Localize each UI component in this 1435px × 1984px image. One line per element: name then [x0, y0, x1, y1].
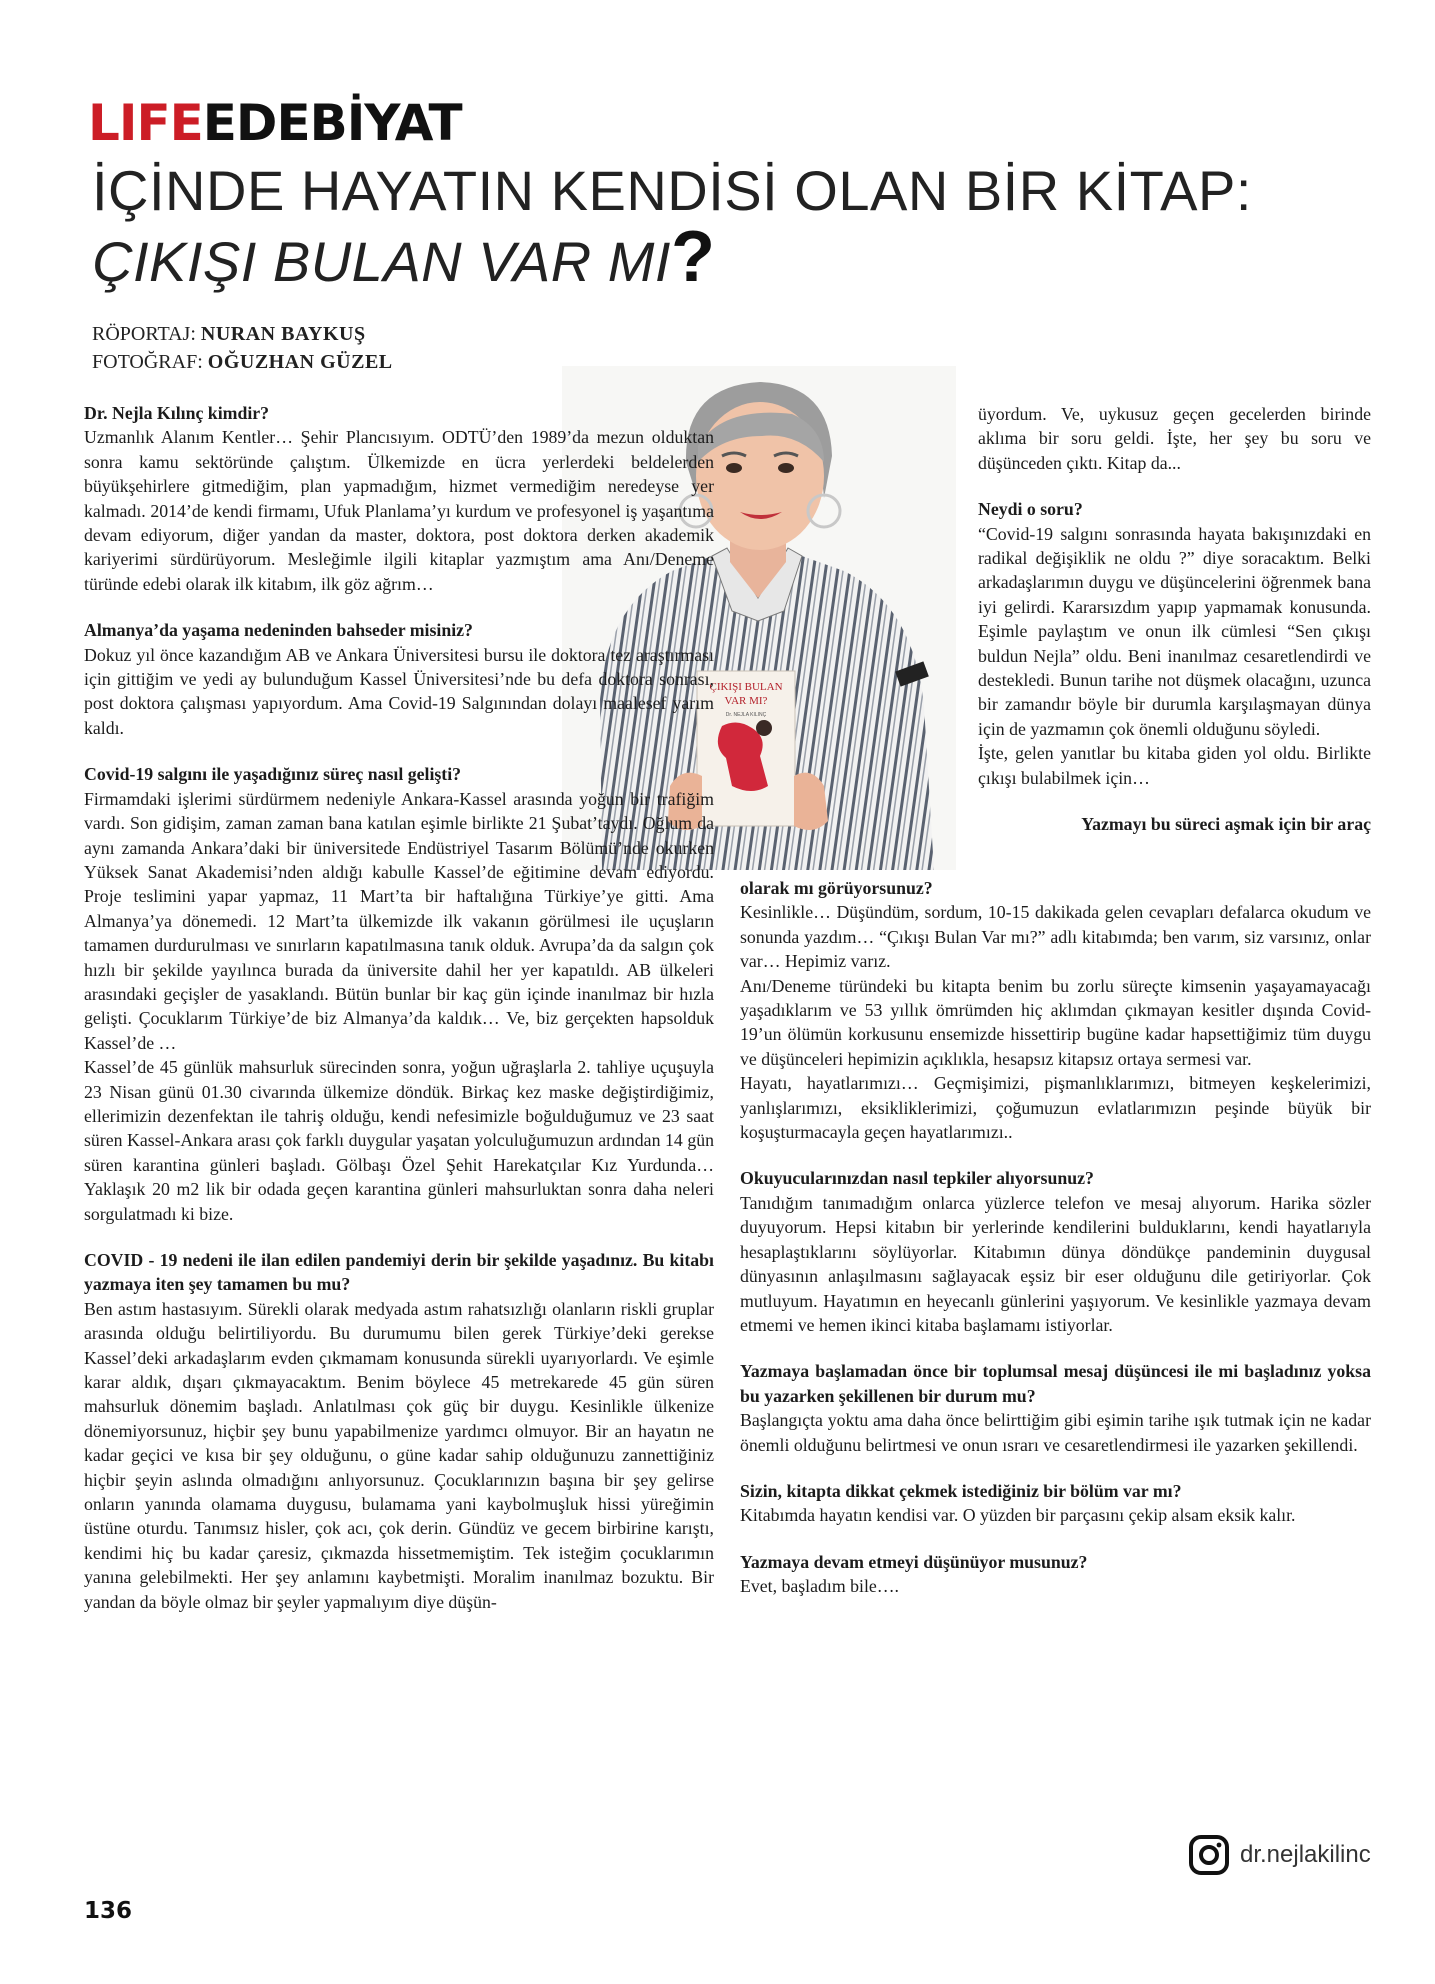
answer-3b: Kassel’de 45 günlük mahsurluk sürecinden sonra, yoğun uğraşlarla 2. tahliye uçuşuyla 23 Nisan günü 01.30 civarında ülkemize döndük. Birkaç kez maske değiştirdiğimiz, ellerimizin dezenfektan ile tahriş olduğu, kendi nefesimizle boğulduğumuz ve 23 saat süren Kassel-Ankara arası çok farklı duygular yaşatan yolculuğumuzun ardından 14 gün süren karantina günleri başladı. Gölbaşı Özel Şehit Harekatçılar Kız Yurdunda…Yaklaşık 20 m2 lik bir odada geçen karantina günleri mahsurluktan sonra daha neleri sorgulatmadı ki bize. [84, 1057, 714, 1224]
headline [92, 158, 1252, 295]
kicker-life: LIFE [88, 94, 203, 152]
answer-6b: Anı/Deneme türündeki bu kitapta benim bu zorlu süreçte kimsenin yaşayamayacağı yaşadıklarım ve 53 yıllık ömrümden hiç aklımdan çıkmayan kesitler dışında Covid-19’un ölümün korkusunu ensemizde hissettirip bugüne kadar hapsettiğimiz tüm duygu ve düşünceleri hepimizin açıklıkla, hesapsız kitapsız ortaya sermesi var. [740, 975, 1371, 1069]
answer-5b: İşte, gelen yanıtlar bu kitaba giden yol oldu. Birlikte çıkışı bulabilmek için… [978, 743, 1371, 788]
answer-4: Ben astım hastasıyım. Sürekli olarak medyada astım rahatsızlığı olanların riskli gruplar arasında olduğu belirtiliyordu. Bu durumumu bilen gerek Türkiye’deki gerekse Kassel’deki arkadaşlarım evden çıkmamam konusunda sürekli uyarıyorlardı. Ve eşimle karar aldık, dışarı çıkmayacaktım. Benim böylece 45 metrekarede 45 gün süren mahsurluk dönemim başladı. Anlatılması çok güç bir duygu. Kesinlikle ülkenize dönemiyorsunuz, hiçbir şey bunu yapabilmenize yardımcı olmuyor. Bir an hayatın ne kadar geçici ve kısa bir şey olduğunu, o güne kadar sahip olduğunuzu zannettiğiniz hiçbir şeyin aslında olmadığını anlıyorsunuz. Çocuklarınızın başına bir şey gelirse onların yanında olamama duygusu, bulamama yani kaybolmuşluk hissi yüreğimin üstüne oturdu. Tanımsız hisler, çok acı, çok derin. Gündüz ve gecem birbirine karıştı, kendimi hiç bu kadar çaresiz, çıkmazda hissetmemiştim. Tek isteğim çocuklarımın yanına gelebilmekti. Her şey anlamını kaybetmişti. Moralim inanılmaz bozuktu. Bir yandan da böyle olmaz bir şeyler yapmalıyım diye düşün- [84, 1298, 714, 1612]
question-3: Covid-19 salgını ile yaşadığınız süreç nasıl gelişti? [84, 764, 462, 785]
photo-label: FOTOĞRAF: [92, 351, 203, 373]
question-6-part-2: olarak mı görüyorsunuz? [740, 878, 933, 898]
interview-label: RÖPORTAJ: [92, 323, 196, 345]
answer-5: “Covid-19 salgını sonrasında hayata bakışınızdaki en radikal değişiklik ne oldu ?” diye soracaktım. Belki arkadaşlarımın duygu ve düşüncelerini öğrenmek bana iyi gelirdi. Kararsızdım yapıp yapmamak konusunda. Eşimle paylaştım ve onun ilk cümlesi “Sen çıkışı buldun Nejla” oldu. Beni inanılmaz cesaretlendirdi ve destekledi. Bunun tarihe not düşmek olacağını, uzunca bir zamandır böyle bir durumla karşılaşmayan dünya için de yazmamın çok önemli olduğunu söyledi. [978, 523, 1371, 739]
kicker-section: EDEBİYAT [202, 94, 462, 152]
answer-3: Firmamdaki işlerimi sürdürmem nedeniyle Ankara-Kassel arasında yoğun bir trafiğim vardı. Son gidişim, zaman zaman bana katılan eşimle birlikte 21 Şubat’taydı. Oğlum da aynı zamanda Ankara’daki bir üniversitede Endüstriyel Tasarım Bölümü’nde okurken Yüksek Sanat Akademisi’nden aldığı kabulle Kassel’de eğitimine devam ediyordu. Proje teslimini yapar yapmaz, 11 Mart’ta bir haftalığına Türkiye’ye gitti. Ama Almanya’ya dönemedi. 12 Mart’ta ülkemizde ilk vakanın görülmesi ile uçuşların tamamen durdurulması ve sınırların kapatılmasına tanık olduk. Avrupa’da da salgın çok hızlı bir şekilde yayılınca burada da üniversite dahil her yer kapatıldı. AB ülkeleri arasındaki geçişler de yasaklandı. Bütün bunlar bir kaç gün içinde inanılmaz bir hızla gelişti. Çocuklarım Türkiye’de biz Almanya’da kaldık… Ve, biz gerçekten hapsolduk Kassel’de … [84, 788, 714, 1053]
photo-credit [92, 348, 393, 376]
question-10: Yazmaya devam etmeyi düşünüyor musunuz? [740, 1551, 1088, 1572]
answer-10: Evet, başladım bile…. [740, 1576, 900, 1597]
book-title-line-2: VAR MI? [724, 695, 768, 707]
section-kicker [88, 94, 462, 152]
answer-7: Tanıdığım tanımadığım onlarca yüzlerce telefon ve mesaj alıyorum. Harika sözler duyuyorum. Hepsi kitabın bir yerlerinde kendilerini bulduklarını, kendi hayatlarıyla hesaplaştıklarını söylüyorlar. Kitabımın dünya döndükçe pandeminin duygusal dünyasının anlaşılmasını sağlayacak eşsiz bir eser olduğunu dile getiriyorlar. Çok mutluyum. Hayatımın en heyecanlı günlerini yaşıyorum. Ve kesinlikle yazmaya devam etmemi ve hemen ikinci kitaba başlamamı istiyorlar. [740, 1192, 1371, 1335]
book-title-line-1: ÇIKIŞI BULAN [709, 681, 783, 693]
instagram-handle-link[interactable] [1188, 1834, 1371, 1876]
question-6-part-1: Yazmayı bu süreci aşmak için bir araç [1081, 814, 1371, 835]
credits [92, 320, 393, 376]
question-2: Almanya’da yaşama nedeninden bahseder misiniz? [84, 620, 473, 641]
book-author: Dr. NEJLA KILINÇ [725, 712, 767, 718]
headline-line-1: İÇİNDE HAYATIN KENDİSİ OLAN BİR KİTAP: [92, 159, 1252, 222]
question-1: Dr. Nejla Kılınç kimdir? [84, 403, 270, 423]
answer-9: Kitabımda hayatın kendisi var. O yüzden bir parçasını çekip alsam eksik kalır. [740, 1505, 1296, 1526]
photo-name: OĞUZHAN GÜZEL [207, 351, 393, 373]
question-4: COVID - 19 nedeni ile ilan edilen pandemiyi derin bir şekilde yaşadınız. Bu kitabı yazmaya iten şey tamamen bu mu? [84, 1250, 714, 1295]
answer-6c: Hayatı, hayatlarımızı… Geçmişimizi, pişmanlıklarımızı, bitmeyen keşkelerimizi, yanlışlarımızı, eksikliklerimizi, çoğumuzun evlatlarımızın peşinde büyük bir koşuşturmacayla geçen hayatlarımızı.. [740, 1073, 1371, 1143]
question-5: Neydi o soru? [978, 499, 1083, 520]
article-column-left [84, 401, 714, 1614]
answer-8: Başlangıçta yoktu ama daha önce belirttiğim gibi eşimin tarihe ışık tutmak için ne kadar önemli olduğunu belirtmesi ve onun ısrarı ve cesaretlendirmesi ile yazarken şekillendi. [740, 1410, 1371, 1455]
article-column-right-top [978, 402, 1371, 837]
interview-name: NURAN BAYKUŞ [200, 323, 366, 345]
instagram-handle: dr.nejlakilinc [1240, 1841, 1371, 1868]
article-column-right [740, 876, 1371, 1599]
instagram-icon [1188, 1834, 1230, 1876]
answer-4-continued: üyordum. Ve, uykusuz geçen gecelerden birinde aklıma bir soru geldi. İşte, her şey bu soru ve düşünceden çıktı. Kitap da... [978, 404, 1371, 473]
headline-question-mark: ? [671, 217, 716, 297]
page-number: 136 [84, 1898, 133, 1924]
answer-6: Kesinlikle… Düşündüm, sordum, 10-15 dakikada gelen cevapları defalarca okudum ve sonunda yazdım… “Çıkışı Bulan Var mı?” adlı kitabımda; ben varım, siz varsınız, onlar var… Hepimiz varız. [740, 902, 1371, 972]
answer-1: Uzmanlık Alanım Kentler… Şehir Plancısıyım. ODTÜ’den 1989’da mezun olduktan sonra kamu sektöründe çalıştım. Ülkemizde en ücra yerlerdeki beldelerden büyükşehirlere gitmediğim, plan yapmadığım, hizmet vermediğim neredeyse yer kalmadı. 2014’de kendi firmamı, Ufuk Planlama’yı kurdum ve profesyonel iş yaşantıma devam ediyorum, diğer yandan da master, doktora, post doktora derken akademik kariyerimi sürdürüyorum. Mesleğimle ilgili kitaplar yazmıştım ama Anı/Deneme türünde edebi olarak ilk kitabım, ilk göz ağrım… [84, 427, 714, 594]
interview-credit [92, 320, 393, 348]
headline-line-2-text: ÇIKIŞI BULAN VAR MI [92, 230, 671, 293]
answer-2: Dokuz yıl önce kazandığım AB ve Ankara Üniversitesi bursu ile doktora tez araştırması için gittiğim ve yedi ay bulunduğum Kassel Üniversitesi’nde bu defa doktora sonrası, post doktora çalışması yapıyordum. Ama Covid-19 Salgınından dolayı maalesef yarım kaldı. [84, 644, 714, 738]
question-9: Sizin, kitapta dikkat çekmek istediğiniz bir bölüm var mı? [740, 1480, 1182, 1501]
headline-line-2 [92, 217, 1252, 297]
question-7: Okuyucularınızdan nasıl tepkiler alıyorsunuz? [740, 1168, 1094, 1189]
question-8: Yazmaya başlamadan önce bir toplumsal mesaj düşüncesi ile mi başladınız yoksa bu yazarken şekillenen bir durum mu? [740, 1361, 1371, 1406]
